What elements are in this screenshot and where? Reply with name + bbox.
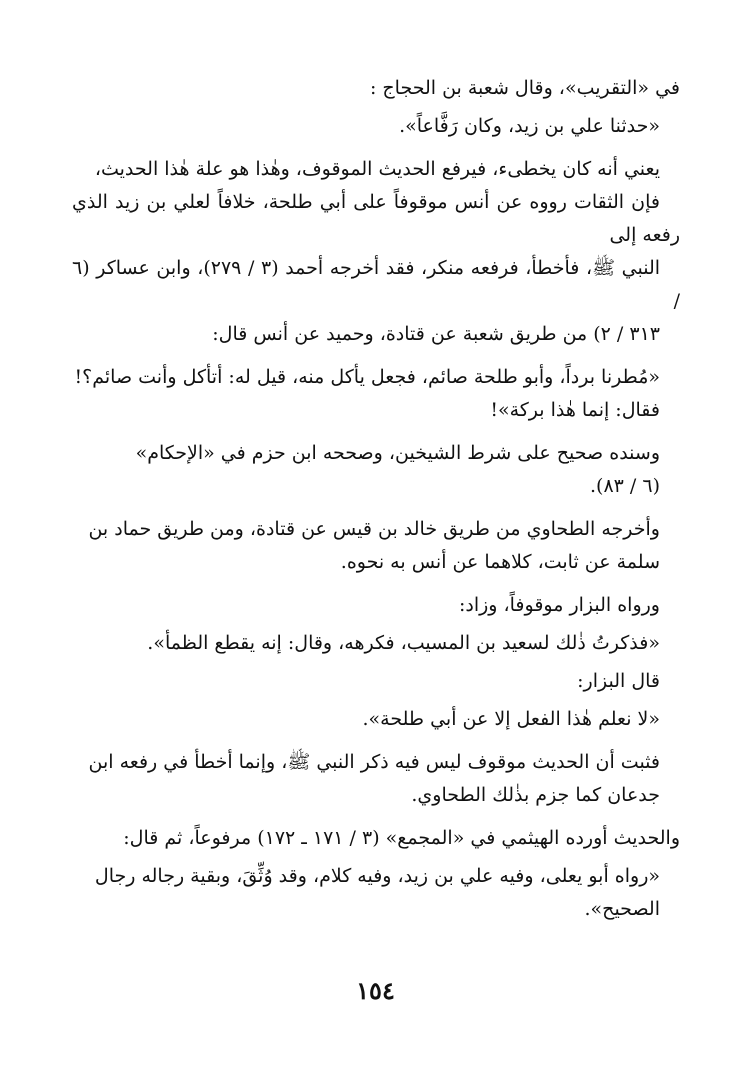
text-line: سلمة عن ثابت، كلاهما عن أنس به نحوه.	[340, 551, 660, 573]
text-line: النبي ﷺ، فأخطأ، فرفعه منكر، فقد أخرجه أحمد (٣ / ٢٧٩)، وابن عساكر (٦ /	[72, 257, 680, 312]
text-line: الصحيح».	[584, 898, 660, 920]
paragraph-quote-ibn-musayyib	[72, 627, 680, 660]
text-line: وسنده صحيح على شرط الشيخين، وصححه ابن حزم في «الإحكام»	[135, 442, 660, 464]
text-line: ورواه البزار موقوفاً، وزاد:	[458, 594, 660, 616]
text-line: «رواه أبو يعلى، وفيه علي بن زيد، وفيه كلام، وقد وُثِّقَ، وبقية رجاله رجال	[94, 865, 660, 887]
text-line: قال البزار:	[577, 670, 660, 692]
text-line: (٦ / ٨٣).	[590, 475, 660, 497]
page-number: ١٥٤	[356, 976, 395, 1005]
paragraph-quote-bazzar	[72, 703, 680, 736]
text-line: فثبت أن الحديث موقوف ليس فيه ذكر النبي ﷺ، وإنما أخطأ في رفعه ابن	[88, 751, 660, 773]
text-line: والحديث أورده الهيثمي في «المجمع» (٣ / ١٧١ ـ ١٧٢) مرفوعاً، ثم قال:	[123, 827, 680, 849]
paragraph-quote-shuba	[72, 110, 680, 143]
text-line: ٣١٣ / ٢) من طريق شعبة عن قتادة، وحميد عن أنس قال:	[212, 323, 660, 345]
paragraph-conclusion	[72, 746, 680, 812]
paragraph-explanation	[72, 153, 680, 351]
text-line: وأخرجه الطحاوي من طريق خالد بن قيس عن قتادة، ومن طريق حماد بن	[88, 518, 660, 540]
paragraph-isnad-grading	[72, 437, 680, 503]
text-line: «حدثنا علي بن زيد، وكان رَفَّاعاً».	[399, 115, 660, 137]
paragraph-haythami	[72, 822, 680, 855]
paragraph-quote-anas	[72, 361, 680, 427]
text-line: فقال: إنما هٰذا بركة»!	[490, 399, 660, 421]
text-line: يعني أنه كان يخطىء، فيرفع الحديث الموقوف، وهٰذا هو علة هٰذا الحديث،	[94, 158, 660, 180]
paragraph-intro-citation	[72, 72, 680, 105]
paragraph-tahawi-route	[72, 513, 680, 579]
paragraph-bazzar-narration	[72, 589, 680, 622]
text-line: جدعان كما جزم بذٰلك الطحاوي.	[411, 784, 660, 806]
text-line: فإن الثقات رووه عن أنس موقوفاً على أبي طلحة، خلافاً لعلي بن زيد الذي رفعه إلى	[72, 191, 680, 246]
text-line: في «التقريب»، وقال شعبة بن الحجاج :	[369, 77, 680, 99]
text-line: «فذكرتُ ذٰلك لسعيد بن المسيب، فكرهه، وقال: إنه يقطع الظمأ».	[147, 632, 660, 654]
paragraph-quote-abu-yala	[72, 860, 680, 926]
text-line: «مُطرنا برداً، وأبو طلحة صائم، فجعل يأكل منه، قيل له: أتأكل وأنت صائم؟!	[74, 366, 660, 388]
page-body	[72, 72, 680, 936]
paragraph-bazzar-said	[72, 665, 680, 698]
text-line: «لا نعلم هٰذا الفعل إلا عن أبي طلحة».	[362, 708, 660, 730]
